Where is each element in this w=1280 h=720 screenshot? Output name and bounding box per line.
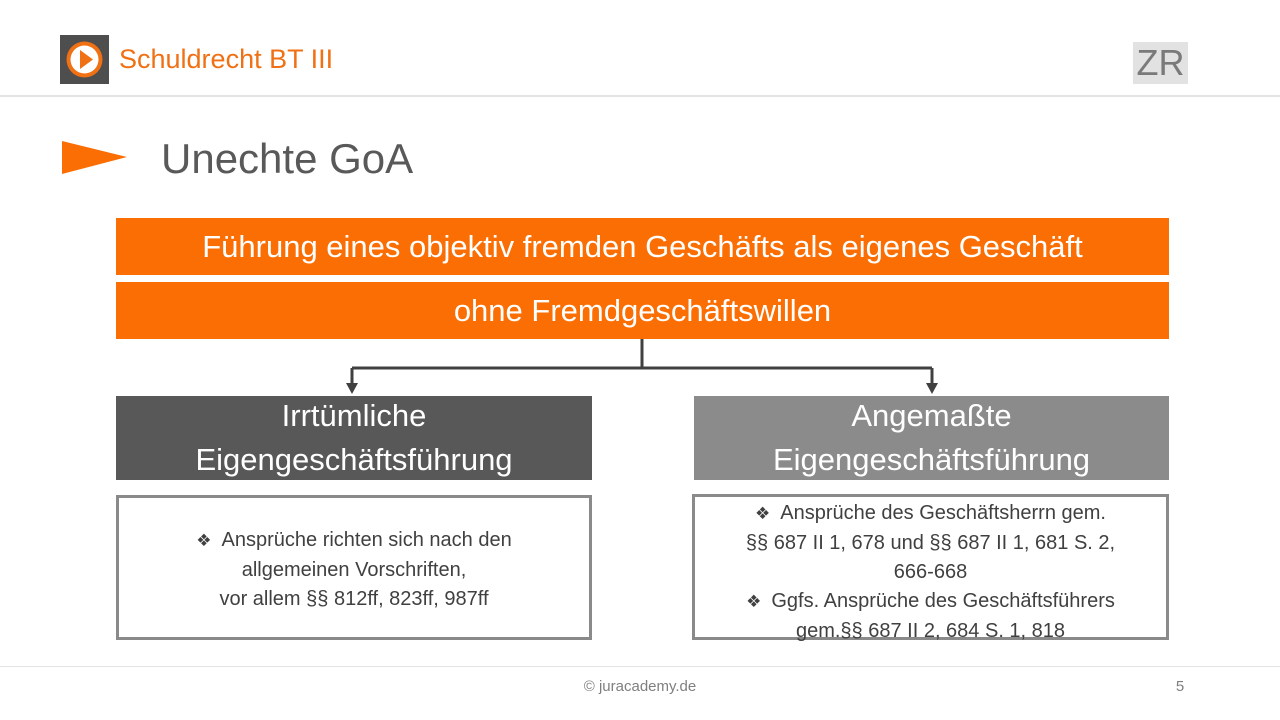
diamond-bullet-icon: ❖: [196, 531, 212, 551]
detail-box-left: [116, 495, 592, 640]
detail-line: ❖ Ggfs. Ansprüche des Geschäftsführers: [746, 590, 1115, 612]
course-title: Schuldrecht BT III: [119, 44, 334, 74]
detail-line: §§ 687 II 1, 678 und §§ 687 II 1, 681 S. 2,: [745, 532, 1116, 554]
play-icon: [60, 35, 109, 84]
category-line: Eigengeschäftsführung: [772, 442, 1091, 477]
definition-bar: Führung eines objektiv fremden Geschäfts als eigenes Geschäft: [116, 218, 1169, 275]
detail-line: 666-668: [893, 561, 968, 583]
detail-line: vor allem §§ 812ff, 823ff, 987ff: [219, 588, 489, 610]
copyright: © juracademy.de: [583, 678, 697, 695]
header-divider: [0, 95, 1280, 97]
logo: [60, 35, 109, 84]
arrow-down-icon: [346, 383, 358, 394]
arrow-down-icon: [926, 383, 938, 394]
section-badge: ZR: [1133, 42, 1188, 84]
diamond-bullet-icon: ❖: [755, 504, 771, 524]
condition-bar: ohne Fremdgeschäftswillen: [116, 282, 1169, 339]
detail-box-right: [692, 494, 1169, 640]
category-line: Angemaßte: [851, 398, 1012, 433]
category-angemasste: [694, 396, 1169, 480]
arrow-bullet-icon: [62, 138, 128, 176]
detail-line: allgemeinen Vorschriften,: [241, 559, 467, 581]
footer-divider: [0, 666, 1280, 667]
category-irrtuemliche: [116, 396, 592, 480]
detail-line: gem.§§ 687 II 2, 684 S. 1, 818: [795, 620, 1066, 642]
category-line: Irrtümliche: [281, 398, 427, 433]
category-line: Eigengeschäftsführung: [195, 442, 513, 477]
detail-line: ❖ Ansprüche richten sich nach den: [196, 529, 512, 551]
page-number: 5: [1175, 678, 1185, 695]
slide-title: Unechte GoA: [161, 135, 414, 182]
diamond-bullet-icon: ❖: [746, 592, 762, 612]
detail-line: ❖ Ansprüche des Geschäftsherrn gem.: [755, 502, 1106, 524]
